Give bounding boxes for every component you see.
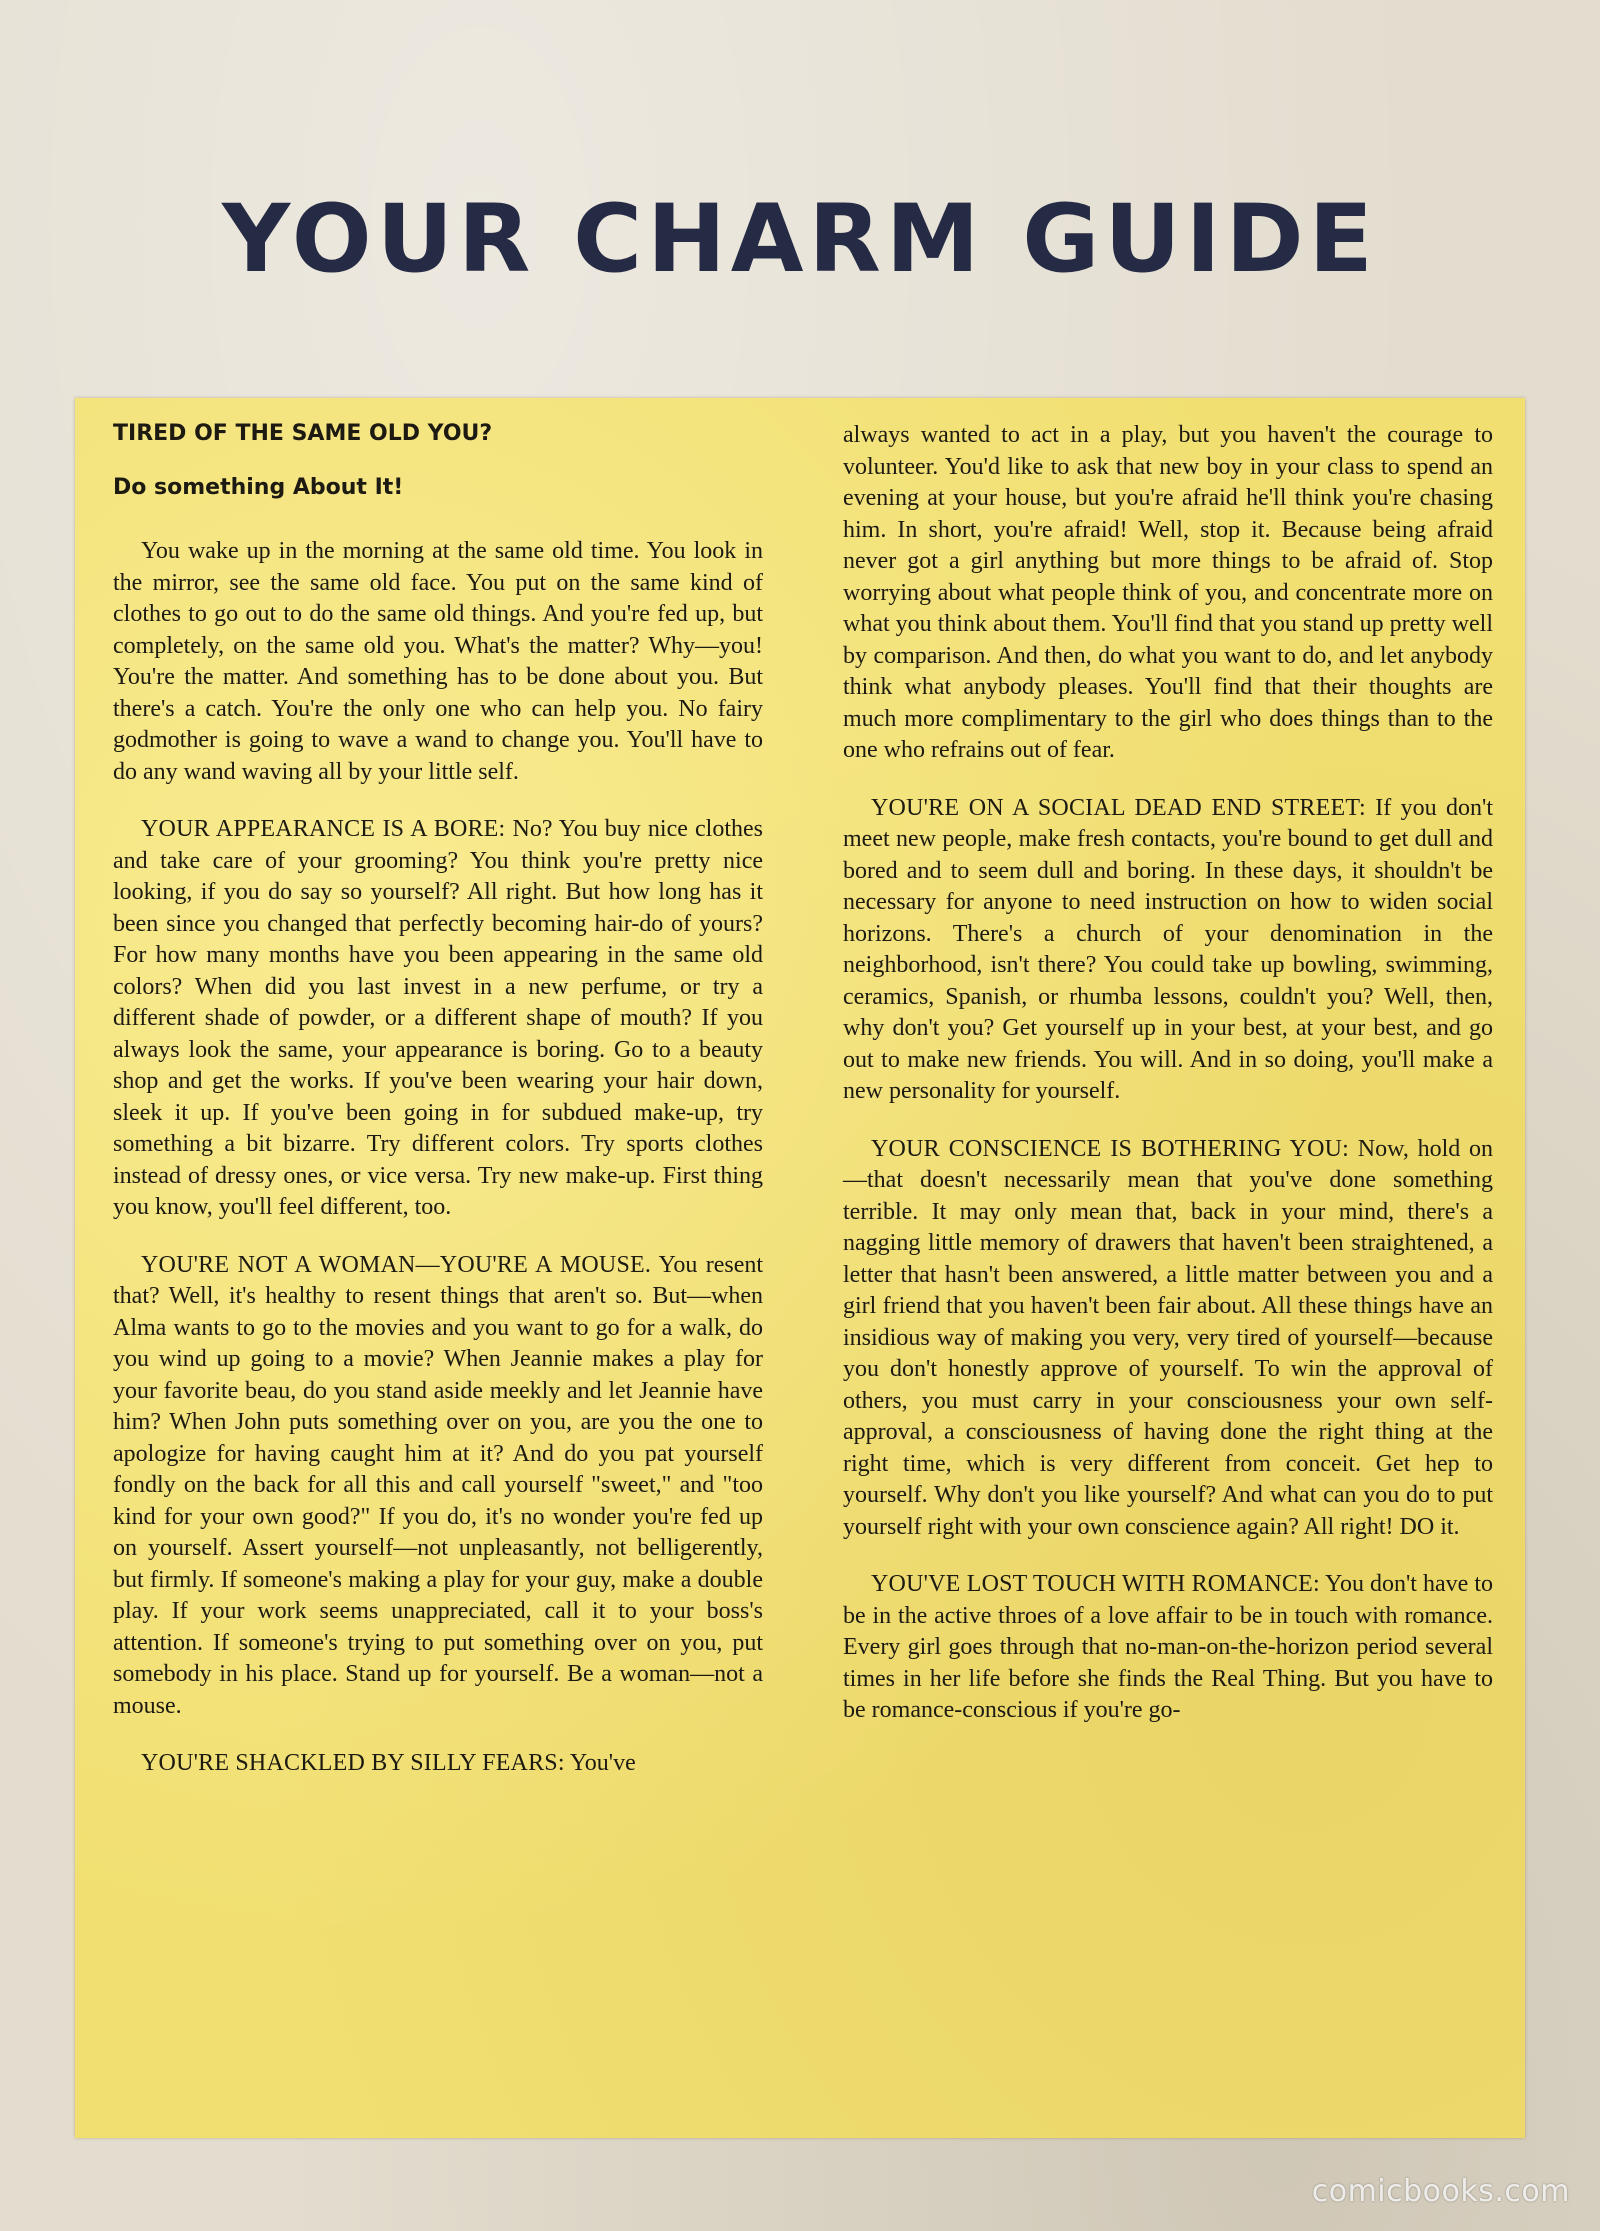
appearance-lead: YOUR APPEARANCE IS A BORE: — [141, 816, 506, 842]
conscience-body: Now, hold on—that doesn't necessarily mean that you've done something terrible. It may only mean that, back in your mind, there's a nagging little memory of drawers that haven't been straightened, a letter that hasn't been answered, a little matter between you and a girl friend that you haven't been fair about. All these things have an insidious way of making you very, very tired of yourself—because you don't honestly approve of yourself. To win the approval of others, you must carry in your consciousness your own self-approval, a consciousness of having done the right thing at the right time, which is very different from conceit. Get hep to yourself. Why don't you like yourself? And what can you do to put yourself right with your own conscience again? All right! DO it. — [843, 1135, 1493, 1540]
mouse-lead: YOU'RE NOT A WOMAN—YOU'RE A MOUSE. — [141, 1251, 652, 1278]
social-body: If you don't meet new people, make fresh contacts, you're bound to get dull and bored and to seem dull and boring. In these days, it shouldn't be necessary for anyone to need instruction on how to widen social horizons. There's a church of your denomination in the neighborhood, isn't there? You could take up bowling, swimming, ceramics, Spanish, or rhumba lessons, couldn't you? Well, then, why don't you? Get yourself up in your best, at your best, and go out to make new friends. You will. And in so doing, you'll make a new personality for yourself. — [843, 794, 1493, 1104]
intro-heading: TIRED OF THE SAME OLD YOU? — [113, 421, 493, 446]
conscience-lead: YOUR CONSCIENCE IS BOTHERING YOU: — [871, 1135, 1349, 1162]
appearance-body: No? You buy nice clothes and take care of your grooming? You think you're pretty nice looking, if you do say so yourself? All right. But how long has it been since you changed that perfectly becoming hair-do of yours? For how many months have you been appearing in the same old colors? When did you last invest in a new perfume, or try a different shade of powder, or a different shape of mouth? If you always look the same, your appearance is boring. Go to a beauty shop and get the works. If you've been wearing your hair down, sleek it up. If you've been going in for subdued make-up, try something a bit bizarre. Try different colors. Try sports clothes instead of dressy ones, or vice versa. Try new make-up. First thing you know, you'll feel different, too. — [113, 816, 763, 1220]
appearance-paragraph — [113, 814, 763, 1224]
fears-paragraph-start — [113, 1748, 763, 1780]
article-panel — [75, 398, 1525, 2138]
fears-lead: YOU'RE SHACKLED BY SILLY FEARS: — [141, 1750, 565, 1776]
page-title: YOUR CHARM GUIDE — [222, 185, 1378, 294]
mouse-paragraph — [113, 1250, 763, 1723]
watermark: comicbooks.com — [1311, 2174, 1570, 2209]
romance-body: You don't have to be in the active throes of a love affair to be in touch with romance. Every girl goes through that no-man-on-the-horizon period several times in her life before she finds the Real Thing. But you have to be romance-conscious if you're go- — [843, 1571, 1493, 1723]
conscience-paragraph — [843, 1134, 1493, 1544]
social-lead: YOU'RE ON A SOCIAL DEAD END STREET: — [871, 794, 1366, 821]
intro-paragraph: You wake up in the morning at the same old time. You look in the mirror, see the same old face. You put on the same kind of clothes to go out to do the same old things. And you're fed up, but completely, on the same old you. What's the matter? Why—you! You're the matter. And something has to be done about you. But there's a catch. You're the only one who can help you. No fairy godmother is going to wave a wand to change you. You'll have to do any wand waving all by your little self. — [113, 538, 763, 785]
left-column — [113, 420, 763, 1780]
romance-lead: YOU'VE LOST TOUCH WITH ROMANCE: — [871, 1571, 1320, 1597]
fears-paragraph-continued: always wanted to act in a play, but you haven't the courage to volunteer. You'd like to ask that new boy in your class to spend an evening at your house, but you're afraid he'll think you're chasing him. In short, you're afraid! Well, stop it. Because being afraid never got a girl anything but more things to be afraid of. Stop worrying about what people think of you, and concentrate more on what you think about them. You'll find that you stand up pretty well by comparison. And then, do what you want to do, and let anybody think what anybody pleases. You'll find that their thoughts are much more complimentary to the girl who does things than to the one who refrains out of fear. — [843, 422, 1493, 763]
intro-subheading: Do something About It! — [113, 475, 404, 500]
romance-paragraph — [843, 1569, 1493, 1727]
social-paragraph — [843, 793, 1493, 1108]
right-column — [843, 420, 1493, 1727]
mouse-body: You resent that? Well, it's healthy to resent things that aren't so. But—when Alma wants to go to the movies and you want to go for a walk, do you wind up going to a movie? When Jeannie makes a play for your favorite beau, do you stand aside meekly and let Jeannie have him? When John puts something over on you, are you the one to apologize for having caught him at it? And do you pat yourself fondly on the back for all this and call yourself "sweet," and "too kind for your own good?" If you do, it's no wonder you're fed up on yourself. Assert yourself—not unpleasantly, not belligerently, but firmly. If someone's making a play for your guy, make a double play. If your work seems unappreciated, call it to your boss's attention. If someone's trying to put something over on you, put somebody in his place. Stand up for yourself. Be a woman—not a mouse. — [113, 1251, 764, 1719]
fears-body-start: You've — [569, 1750, 636, 1776]
